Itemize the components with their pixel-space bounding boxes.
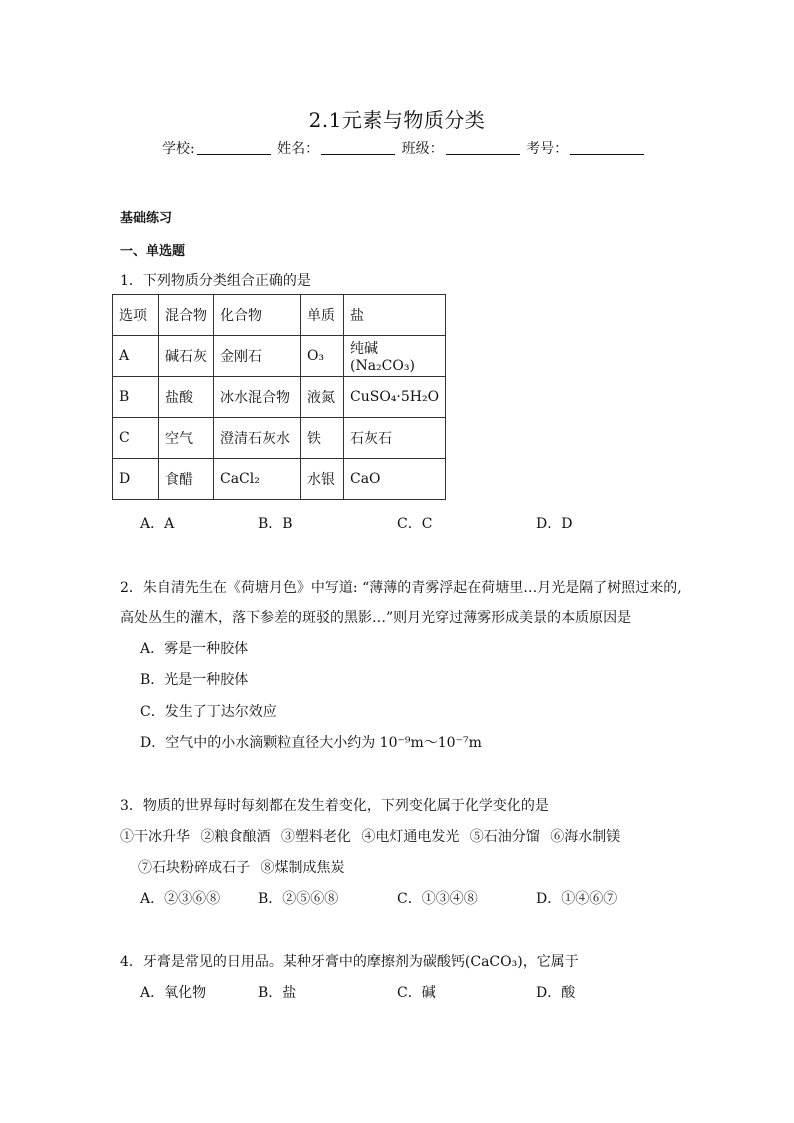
- table-cell: 纯碱(Na₂CO₃): [344, 336, 446, 377]
- number-label: 考号：: [526, 141, 569, 157]
- school-blank[interactable]: [197, 140, 271, 155]
- q1-option-b[interactable]: B．B: [258, 516, 293, 532]
- table-cell: 选项: [113, 295, 159, 336]
- q1-option-a[interactable]: A．A: [140, 516, 175, 532]
- table-cell: CaO: [344, 459, 446, 500]
- table-cell: 澄清石灰水: [214, 418, 301, 459]
- q3-items-line1: ①干冰升华 ②粮食酿酒 ③塑料老化 ④电灯通电发光 ⑤石油分馏 ⑥海水制镁: [120, 829, 621, 845]
- q2-option-a[interactable]: A．雾是一种胶体: [140, 641, 249, 657]
- q3-items-line2: ⑦石块粉碎成石子 ⑧煤制成焦炭: [138, 860, 345, 876]
- table-cell: 石灰石: [344, 418, 446, 459]
- table-cell: D: [113, 459, 159, 500]
- q4-option-a[interactable]: A．氧化物: [140, 985, 207, 1001]
- class-label: 班级：: [401, 141, 444, 157]
- table-cell: 冰水混合物: [214, 377, 301, 418]
- student-info-line: [162, 138, 646, 158]
- table-cell: 混合物: [159, 295, 214, 336]
- q4-option-c[interactable]: C．碱: [397, 985, 436, 1001]
- q1-option-d[interactable]: D．D: [536, 516, 573, 532]
- table-cell: 金刚石: [214, 336, 301, 377]
- q4-stem: 4．牙膏是常见的日用品。某种牙膏中的摩擦剂为碳酸钙(CaCO₃)，它属于: [120, 954, 579, 970]
- table-cell: CuSO₄·5H₂O: [344, 377, 446, 418]
- q2-option-c[interactable]: C．发生了丁达尔效应: [140, 704, 277, 720]
- q2-stem-line2: 高处丛生的灌木，落下参差的斑驳的黑影…”则月光穿过薄雾形成美景的本质原因是: [120, 610, 632, 626]
- q2-stem-line1: 2．朱自清先生在《荷塘月色》中写道: “薄薄的青雾浮起在荷塘里…月光是隔了树照过来的,: [120, 580, 682, 596]
- table-cell: 化合物: [214, 295, 301, 336]
- table-cell: 液氮: [301, 377, 344, 418]
- q1-stem: 1．下列物质分类组合正确的是: [120, 273, 311, 289]
- class-blank[interactable]: [446, 140, 520, 155]
- page-title: 2.1元素与物质分类: [308, 108, 486, 132]
- q1-option-c[interactable]: C．C: [397, 516, 433, 532]
- table-cell: CaCl₂: [214, 459, 301, 500]
- table-cell: 铁: [301, 418, 344, 459]
- q3-stem: 3．物质的世界每时每刻都在发生着变化，下列变化属于化学变化的是: [120, 798, 549, 814]
- q3-option-b[interactable]: B．②⑤⑥⑧: [258, 891, 339, 907]
- name-label: 姓名：: [277, 141, 320, 157]
- table-cell: 空气: [159, 418, 214, 459]
- q4-option-d[interactable]: D．酸: [536, 985, 576, 1001]
- q3-option-d[interactable]: D．①④⑥⑦: [536, 891, 618, 907]
- q3-option-a[interactable]: A．②③⑥⑧: [140, 891, 221, 907]
- table-cell: 单质: [301, 295, 344, 336]
- table-row: [113, 377, 446, 418]
- q2-option-d[interactable]: D．空气中的小水滴颗粒直径大小约为 10⁻⁹m～10⁻⁷m: [140, 735, 482, 751]
- table-cell: A: [113, 336, 159, 377]
- name-blank[interactable]: [321, 140, 395, 155]
- table-cell: C: [113, 418, 159, 459]
- table-cell: 食醋: [159, 459, 214, 500]
- q3-option-c[interactable]: C．①③④⑧: [397, 891, 478, 907]
- table-cell: 盐: [344, 295, 446, 336]
- table-header-row: [113, 295, 446, 336]
- table-cell: B: [113, 377, 159, 418]
- q1-table: [112, 294, 446, 500]
- section-single-choice: 一、单选题: [120, 244, 186, 259]
- number-blank[interactable]: [570, 140, 644, 155]
- q4-option-b[interactable]: B．盐: [258, 985, 297, 1001]
- table-cell: O₃: [301, 336, 344, 377]
- section-basic: 基础练习: [120, 211, 173, 226]
- school-label: 学校:: [162, 141, 195, 157]
- table-row: [113, 336, 446, 377]
- table-cell: 碱石灰: [159, 336, 214, 377]
- table-cell: 盐酸: [159, 377, 214, 418]
- table-row: [113, 459, 446, 500]
- q2-option-b[interactable]: B．光是一种胶体: [140, 672, 249, 688]
- table-cell: 水银: [301, 459, 344, 500]
- table-row: [113, 418, 446, 459]
